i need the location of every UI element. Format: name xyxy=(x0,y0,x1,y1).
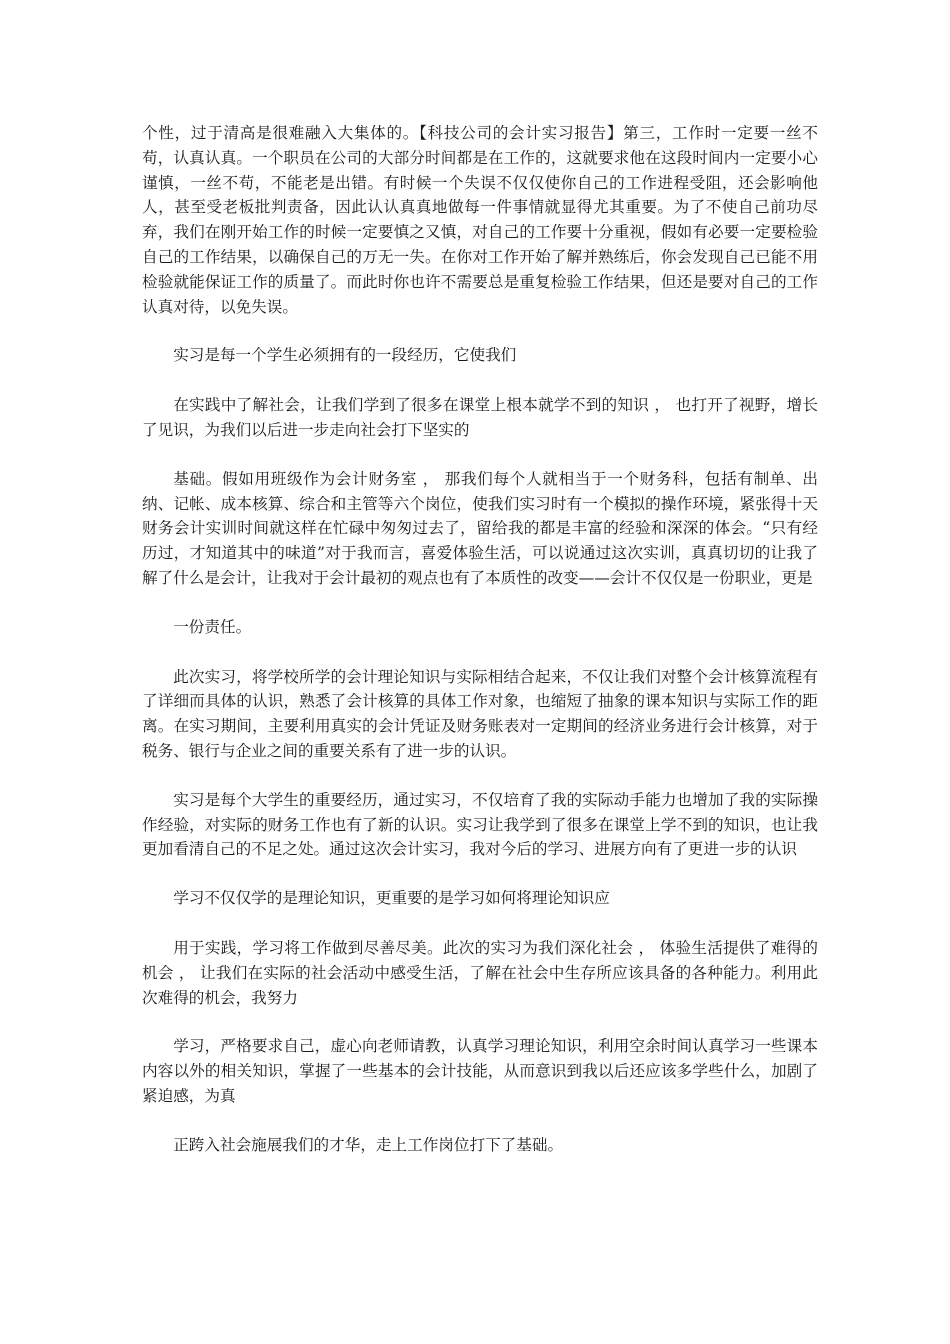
paragraph-11: 正跨入社会施展我们的才华，走上工作岗位打下了基础。 xyxy=(173,1135,564,1154)
paragraph-8: 学习不仅仅学的是理论知识，更重要的是学习如何将理论知识应 xyxy=(173,889,610,908)
paragraph-9: 用于实践，学习将工作做到尽善尽美。此次的实习为我们深化社会 ， 体验生活提供了难得的机会 ， 让我们在实际的社会活动中感受生活，了解在社会中生存所应该具备的各种能力。利用此次难得的机会，我努力 xyxy=(142,938,818,1007)
paragraph-4: 基础。假如用班级作为会计财务室 ， 那我们每个人就相当于一个财务科，包括有制单、出纳、记帐、成本核算、综合和主管等六个岗位，使我们实习时有一个模拟的操作环境，紧张得十天财务会计实训时间就这样在忙碌中匆匆过去了，留给我的都是丰富的经验和深深的体会。“只有经历过，才知道其中的味道”对于我而言，喜爱体验生活，可以说通过这次实训，真真切切的让我了解了什么是会计，让我对于会计最初的观点也有了本质性的改变——会计不仅仅是一份职业，更是 xyxy=(142,469,818,587)
paragraph-6: 此次实习，将学校所学的会计理论知识与实际相结合起来，不仅让我们对整个会计核算流程有了详细而具体的认识，熟悉了会计核算的具体工作对象，也缩短了抽象的课本知识与实际工作的距离。在实习期间，主要利用真实的会计凭证及财务账表对一定期间的经济业务进行会计核算，对于税务、银行与企业之间的重要关系有了进一步的认识。 xyxy=(142,667,818,760)
paragraph-7: 实习是每个大学生的重要经历，通过实习，不仅培育了我的实际动手能力也增加了我的实际操作经验，对实际的财务工作也有了新的认识。实习让我学到了很多在课堂上学不到的知识，也让我更加看清自己的不足之处。通过这次会计实习，我对今后的学习、进展方向有了更进一步的认识 xyxy=(142,790,818,859)
document-body xyxy=(142,121,818,1183)
paragraph-10: 学习，严格要求自己，虚心向老师请教，认真学习理论知识，利用空余时间认真学习一些课本内容以外的相关知识，掌握了一些基本的会计技能，从而意识到我以后还应该多学些什么，加剧了紧迫感，为真 xyxy=(142,1037,818,1105)
paragraph-1: 个性，过于清高是很难融入大集体的。【科技公司的会计实习报告】第三，工作时一定要一丝不苟，认真认真。一个职员在公司的大部分时间都是在工作的，这就要求他在这段时间内一定要小心谨慎，一丝不苟，不能老是出错。有时候一个失误不仅仅使你自己的工作进程受阻，还会影响他人，甚至受老板批判责备，因此认认真真地做每一件事情就显得尤其重要。为了不使自己前功尽弃，我们在刚开始工作的时候一定要慎之又慎，对自己的工作要十分重视，假如有必要一定要检验自己的工作结果，以确保自己的万无一失。在你对工作开始了解并熟练后，你会发现自己已能不用检验就能保证工作的质量了。而此时你也许不需要总是重复检验工作结果，但还是要对自己的工作认真对待，以免失误。 xyxy=(142,124,818,316)
paragraph-3: 在实践中了解社会，让我们学到了很多在课堂上根本就学不到的知识 ， 也打开了视野，增长了见识，为我们以后进一步走向社会打下坚实的 xyxy=(142,396,818,439)
paragraph-5: 一份责任。 xyxy=(173,617,252,636)
paragraph-2: 实习是每一个学生必须拥有的一段经历，它使我们 xyxy=(173,346,517,365)
